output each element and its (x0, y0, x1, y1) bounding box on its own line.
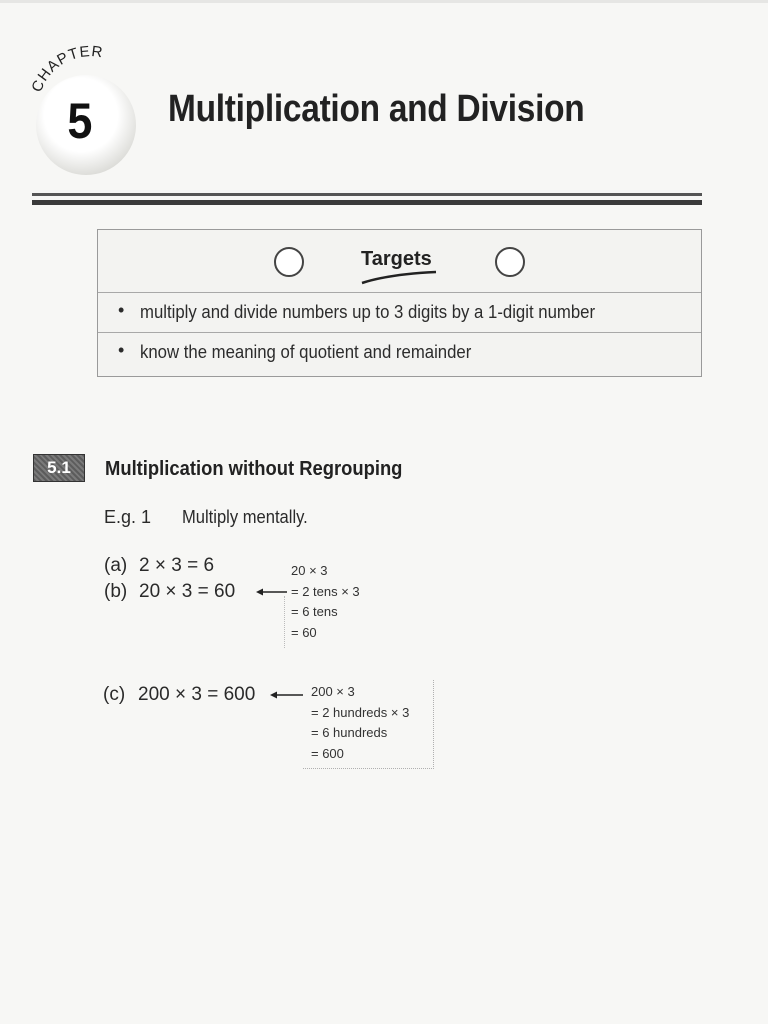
working-line: = 2 hundreds × 3 (311, 704, 410, 720)
part-a-label: (a) (104, 555, 128, 576)
targets-header (98, 230, 701, 293)
working-line: = 60 (291, 624, 317, 640)
working-line: = 6 tens (291, 604, 338, 619)
chapter-number: 5 (67, 93, 93, 149)
working-line: = 600 (311, 745, 344, 761)
ring-icon (274, 247, 304, 277)
working-line: = 2 tens × 3 (291, 583, 360, 599)
section-title: Multiplication without Regrouping (105, 458, 403, 480)
part-c-equation: 200 × 3 = 600 (138, 684, 256, 705)
part-b-equation: 20 × 3 = 60 (139, 581, 236, 602)
arrow-left-icon (270, 689, 304, 701)
working-line: 20 × 3 (291, 563, 328, 578)
ring-icon (495, 247, 525, 277)
part-c-working (311, 682, 409, 764)
working-dotted-guide (284, 596, 286, 648)
section-number-badge: 5.1 (33, 454, 85, 482)
part-b-label: (b) (104, 581, 128, 602)
part-a-equation: 2 × 3 = 6 (139, 555, 215, 576)
working-line: = 6 hundreds (311, 725, 388, 740)
part-c-label: (c) (103, 684, 126, 705)
targets-box (97, 229, 702, 377)
target-item (98, 334, 701, 372)
chapter-badge (28, 45, 148, 165)
target-item (98, 294, 701, 333)
chapter-label: CHAPTER (28, 43, 105, 95)
page-top-edge (0, 0, 768, 3)
target-item-text: know the meaning of quotient and remainder (140, 342, 472, 362)
target-item-text: multiply and divide numbers up to 3 digits by a 1-digit number (140, 302, 596, 322)
bullet-icon: • (118, 340, 125, 360)
targets-title: Targets (361, 248, 432, 270)
example-instruction: Multiply mentally. (182, 507, 308, 527)
title-rule-thin (32, 193, 702, 196)
chapter-title: Multiplication and Division (168, 88, 585, 130)
part-b-working (291, 561, 360, 643)
working-line: 200 × 3 (311, 684, 355, 699)
bullet-icon: • (118, 300, 125, 320)
example-label: E.g. 1 (104, 507, 152, 527)
underline-swoosh-icon (360, 268, 440, 286)
title-rule-thick (32, 200, 702, 205)
